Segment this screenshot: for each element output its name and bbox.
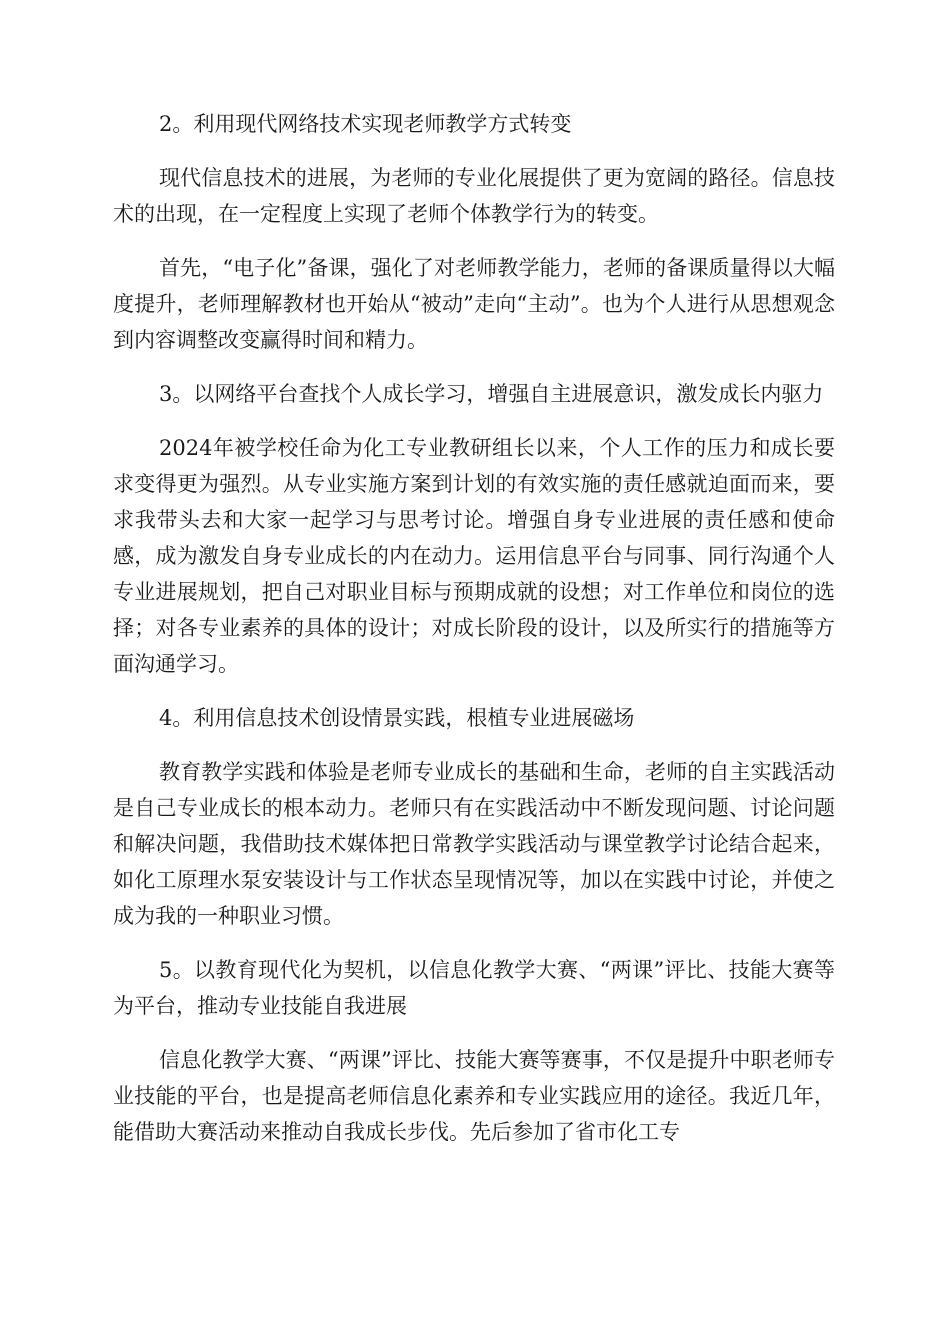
heading-item-2: 2。利用现代网络技术实现老师教学方式转变 [159,112,572,136]
body-paragraph: 2024年被学校任命为化工专业教研组长以来，个人工作的压力和成长要求变得更为强烈。从专业实施方案到计划的有效实施的责任感就迫面而来，要求我带头去和大家一起学习与思考讨论。增强自身专业进展的责任感和使命感，成为激发自身专业成长的内在动力。运用信息平台与同事、同行沟通个人专业进展规划，把自己对职业目标与预期成就的设想；对工作单位和岗位的选择；对各专业素养的具体的设计；对成长阶段的设计，以及所实行的措施等方面沟通学习。 [113,436,835,676]
body-paragraph: 首先，“电子化”备课，强化了对老师教学能力，老师的备课质量得以大幅度提升，老师理解教材也开始从“被动”走向“主动”。也为个人进行从思想观念到内容调整改变赢得时间和精力。 [113,256,835,352]
heading-item-5: 5。以教育现代化为契机，以信息化教学大赛、“两课”评比、技能大赛等为平台，推动专业技能自我进展 [113,958,835,1018]
body-paragraph: 教育教学实践和体验是老师专业成长的基础和生命，老师的自主实践活动是自己专业成长的根本动力。老师只有在实践活动中不断发现问题、讨论问题和解决问题，我借助技术媒体把日常教学实践活动与课堂教学讨论结合起来，如化工原理水泵安装设计与工作状态呈现情况等，加以在实践中讨论，并使之成为我的一种职业习惯。 [113,760,835,928]
document-body [113,106,835,1168]
body-paragraph: 现代信息技术的进展，为老师的专业化展提供了更为宽阔的路径。信息技术的出现，在一定程度上实现了老师个体教学行为的转变。 [113,166,835,226]
heading-item-4: 4。利用信息技术创设情景实践，根植专业进展磁场 [159,706,635,730]
heading-item-3: 3。以网络平台查找个人成长学习，增强自主进展意识，激发成长内驱力 [159,382,824,406]
body-paragraph: 信息化教学大赛、“两课”评比、技能大赛等赛事，不仅是提升中职老师专业技能的平台，也是提高老师信息化素养和专业实践应用的途径。我近几年，能借助大赛活动来推动自我成长步伐。先后参加了省市化工专 [113,1048,835,1144]
